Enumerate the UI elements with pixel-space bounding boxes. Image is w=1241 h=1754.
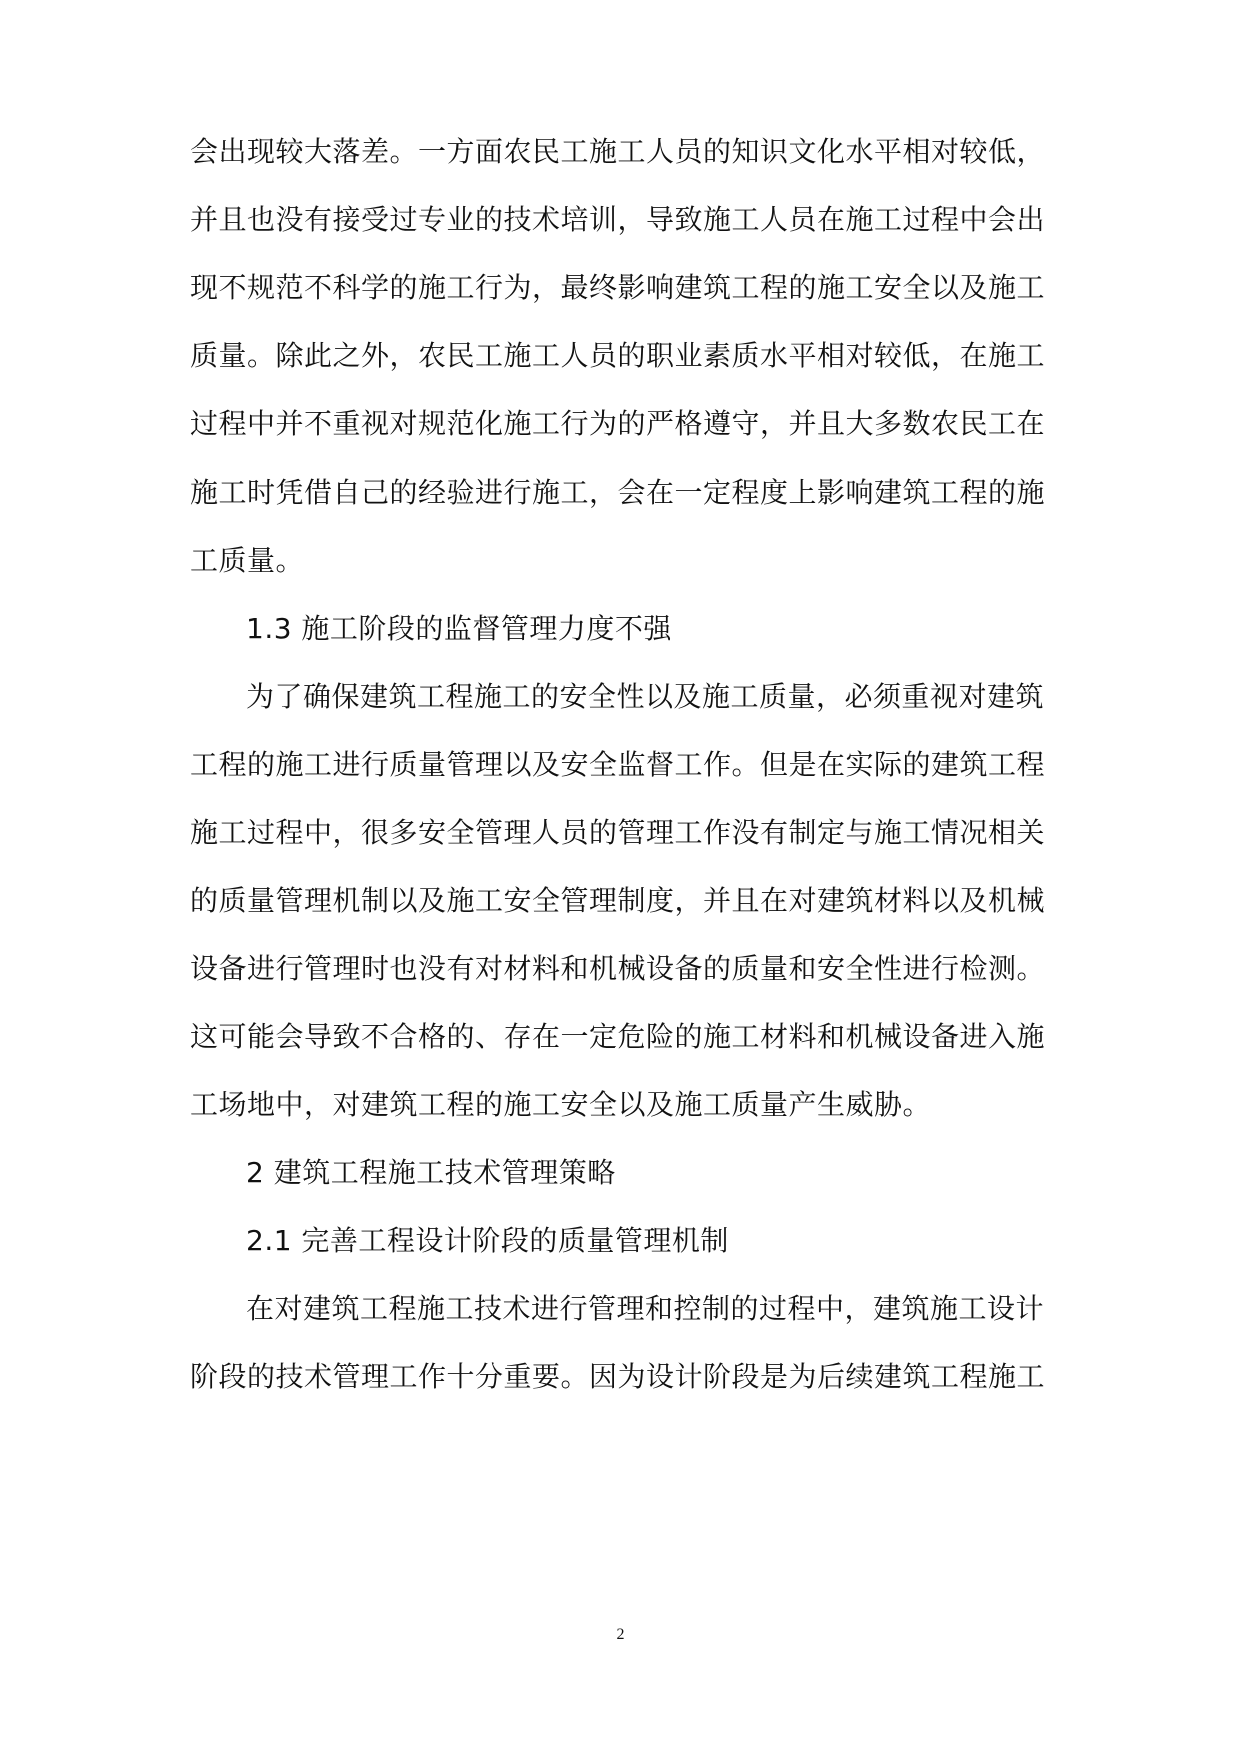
body-text-line: 这可能会导致不合格的、存在一定危险的施工材料和机械设备进入施 <box>190 1020 1046 1053</box>
body-text-line: 现不规范不科学的施工行为，最终影响建筑工程的施工安全以及施工 <box>190 271 1046 304</box>
body-text-line: 为了确保建筑工程施工的安全性以及施工质量，必须重视对建筑 <box>246 680 1045 713</box>
body-text-line: 施工时凭借自己的经验进行施工，会在一定程度上影响建筑工程的施 <box>190 476 1046 509</box>
section-heading: 2 建筑工程施工技术管理策略 <box>246 1156 616 1189</box>
body-text-line: 过程中并不重视对规范化施工行为的严格遵守，并且大多数农民工在 <box>190 407 1046 440</box>
body-text-line: 并且也没有接受过专业的技术培训，导致施工人员在施工过程中会出 <box>190 203 1046 236</box>
section-heading: 2.1 完善工程设计阶段的质量管理机制 <box>246 1224 729 1257</box>
body-text-line: 质量。除此之外，农民工施工人员的职业素质水平相对较低，在施工 <box>190 339 1046 372</box>
body-text-line: 会出现较大落差。一方面农民工施工人员的知识文化水平相对较低， <box>190 135 1046 168</box>
body-text-line: 阶段的技术管理工作十分重要。因为设计阶段是为后续建筑工程施工 <box>190 1360 1046 1393</box>
body-text-line: 设备进行管理时也没有对材料和机械设备的质量和安全性进行检测。 <box>190 952 1046 985</box>
body-text-line: 工程的施工进行质量管理以及安全监督工作。但是在实际的建筑工程 <box>190 748 1046 781</box>
page-number: 2 <box>616 1626 625 1643</box>
body-text-line: 的质量管理机制以及施工安全管理制度，并且在对建筑材料以及机械 <box>190 884 1046 917</box>
section-heading: 1.3 施工阶段的监督管理力度不强 <box>246 612 672 645</box>
body-text-line: 工场地中，对建筑工程的施工安全以及施工质量产生威胁。 <box>190 1088 932 1121</box>
body-text-line: 工质量。 <box>190 544 305 577</box>
body-text-line: 在对建筑工程施工技术进行管理和控制的过程中，建筑施工设计 <box>246 1292 1045 1325</box>
body-text-line: 施工过程中，很多安全管理人员的管理工作没有制定与施工情况相关 <box>190 816 1046 849</box>
